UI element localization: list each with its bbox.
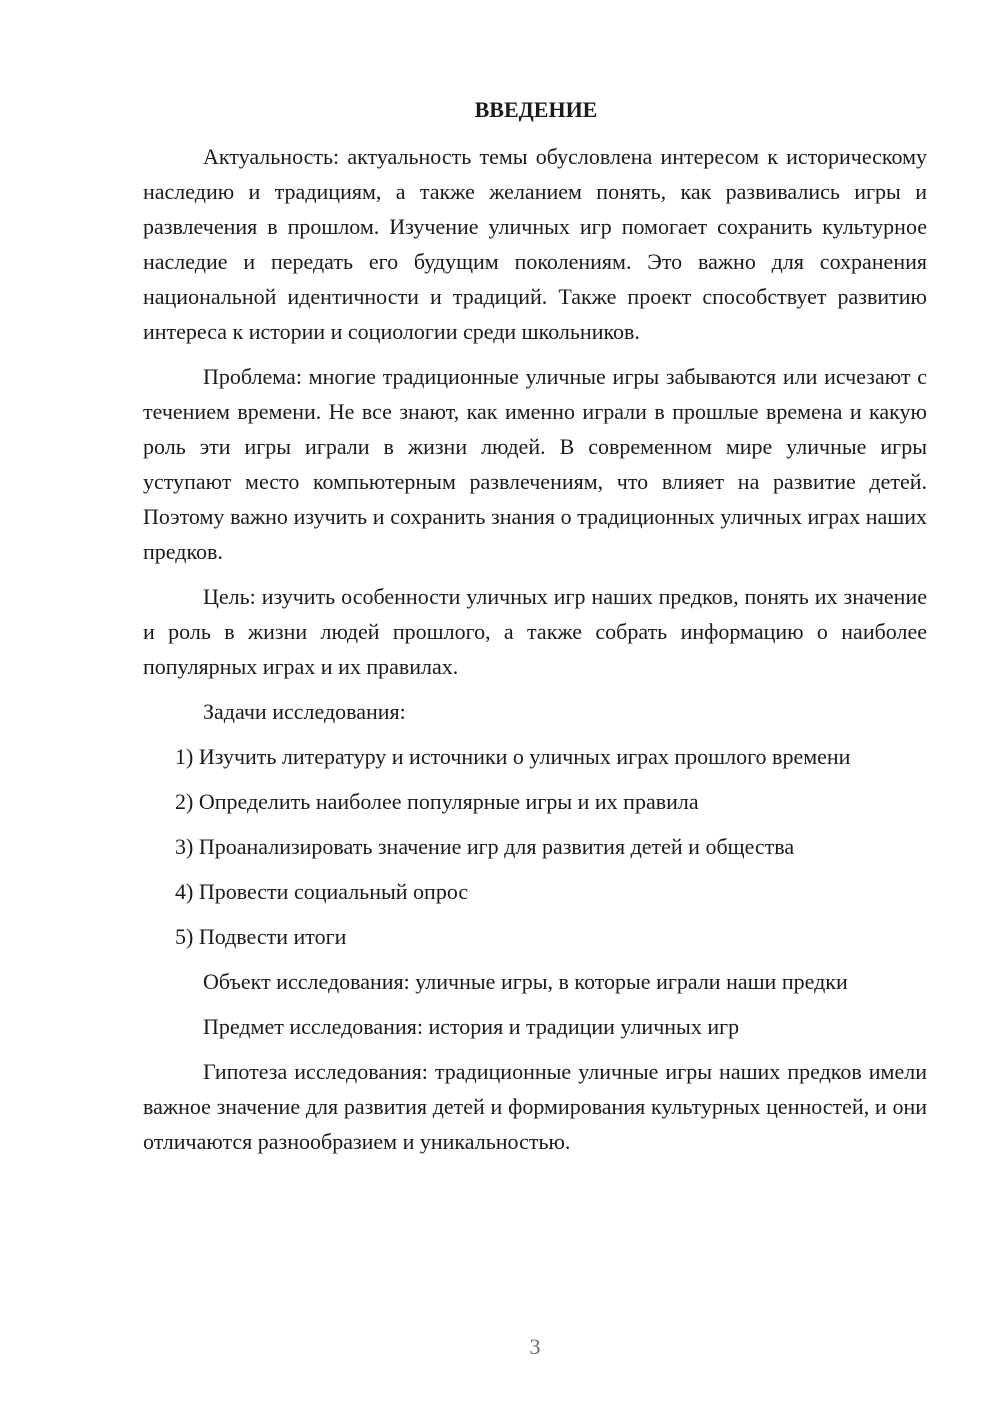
subject-paragraph: Предмет исследования: история и традиции уличных игр	[203, 1014, 740, 1039]
page-number: 3	[529, 1334, 541, 1359]
task-item: 4) Провести социальный опрос	[175, 879, 469, 904]
relevance-paragraph: Актуальность: актуальность темы обусловлена интересом к историческому наследию и традициям, а также желанием понять, как развивались игры и развлечения в прошлом. Изучение уличных игр помогает сохранить культурное наследие и передать его будущим поколениям. Это важно для сохранения национальной идентичности и традиций. Также проект способствует развитию интереса к истории и социологии среди школьников.	[143, 144, 927, 344]
page-title: ВВЕДЕНИЕ	[474, 97, 598, 122]
task-item: 5) Подвести итоги	[175, 924, 347, 949]
task-item: 1) Изучить литературу и источники о уличных играх прошлого времени	[175, 744, 851, 769]
task-item: 2) Определить наиболее популярные игры и их правила	[175, 789, 699, 814]
hypothesis-paragraph: Гипотеза исследования: традиционные уличные игры наших предков имели важное значение для развития детей и формирования культурных ценностей, и они отличаются разнообразием и уникальностью.	[143, 1059, 927, 1154]
tasks-heading: Задачи исследования:	[203, 699, 406, 724]
problem-paragraph: Проблема: многие традиционные уличные игры забываются или исчезают с течением времени. Не все знают, как именно играли в прошлые времена и какую роль эти игры играли в жизни людей. В современном мире уличные игры уступают место компьютерным развлечениям, что влияет на развитие детей. Поэтому важно изучить и сохранить знания о традиционных уличных играх наших предков.	[143, 364, 927, 564]
document-body	[143, 96, 927, 1169]
goal-paragraph: Цель: изучить особенности уличных игр наших предков, понять их значение и роль в жизни людей прошлого, а также собрать информацию о наиболее популярных играх и их правилах.	[143, 584, 927, 679]
task-item: 3) Проанализировать значение игр для развития детей и общества	[175, 834, 795, 859]
object-paragraph: Объект исследования: уличные игры, в которые играли наши предки	[203, 969, 848, 994]
